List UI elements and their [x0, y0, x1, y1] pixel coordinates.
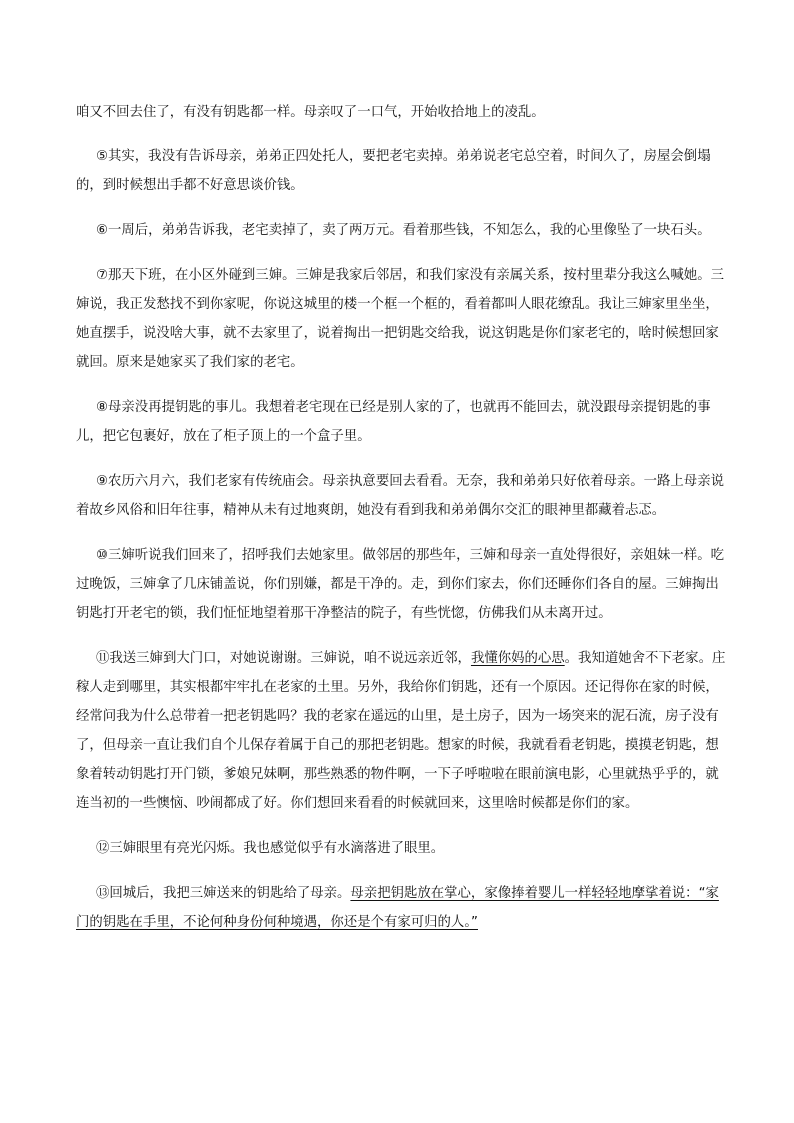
paragraph-13-underlined: 母亲把钥匙放在掌心，家像捧着婴儿一样轻轻地摩挲着说：“家门的钥匙在手里，不论何种身份何种境遇，你还是个有家可归的人。” — [76, 886, 719, 930]
paragraph-7 — [76, 261, 728, 377]
paragraph-9-text: ⑨农历六月六，我们老家有传统庙会。母亲执意要回去看看。无奈，我和弟弟只好依着母亲。一路上母亲说着故乡风俗和旧年往事，精神从未有过地爽朗，她没有看到我和弟弟偶尔交汇的眼神里都藏着忐忑。 — [76, 474, 724, 518]
paragraph-6-text: ⑥一周后，弟弟告诉我，老宅卖掉了，卖了两万元。看着那些钱，不知怎么，我的心里像坠了一块石头。 — [96, 223, 711, 238]
paragraph-11-text-b: 。我知道她舍不下老家。庄稼人走到哪里，其实根都牢牢扎在老家的土里。另外，我给你们钥匙，还有一个原因。还记得你在家的时候，经常问我为什么总带着一把老钥匙吗？我的老家在遥远的山里，是土房子，因为一场突来的泥石流，房子没有了，但母亲一直让我们自个儿保存着属于自己的那把老钥匙。想家的时候，我就看看老钥匙，摸摸老钥匙，想象着转动钥匙打开门锁，爹娘兄妹啊，那些熟悉的物件啊，一下子呼啦啦在眼前演电影，心里就热乎乎的，就连当初的一些懊恼、吵闹都成了好。你们想回来看看的时候就回来，这里啥时候都是你们的家。 — [76, 651, 726, 811]
paragraph-8 — [76, 393, 728, 451]
paragraph-9 — [76, 467, 728, 525]
paragraph-11-text-a: ⑪我送三婶到大门口，对她说谢谢。三婶说，咱不说远亲近邻， — [96, 651, 471, 666]
paragraph-continuation: 咱又不回去住了，有没有钥匙都一样。母亲叹了一口气，开始收拾地上的凌乱。 — [76, 105, 545, 120]
paragraph-10 — [76, 541, 728, 628]
paragraph-10-text: ⑩三婶听说我们回来了，招呼我们去她家里。做邻居的那些年，三婶和母亲一直处得很好，亲姐妹一样。吃过晚饭，三婶拿了几床铺盖说，你们别嫌，都是干净的。走，到你们家去，你们还睡你们各自的屋。三婶掏出钥匙打开老宅的锁，我们怔怔地望着那干净整洁的院子，有些恍惚，仿佛我们从未离开过。 — [76, 548, 724, 621]
paragraph-13 — [76, 879, 728, 937]
paragraph-5-text: ⑤其实，我没有告诉母亲，弟弟正四处托人，要把老宅卖掉。弟弟说老宅总空着，时间久了，房屋会倒塌的，到时候想出手都不好意思谈价钱。 — [76, 149, 711, 193]
paragraph-13-text-a: ⑬回城后，我把三婶送来的钥匙给了母亲。 — [96, 886, 351, 901]
paragraph-8-text: ⑧母亲没再提钥匙的事儿。我想着老宅现在已经是别人家的了，也就再不能回去，就没跟母亲提钥匙的事儿，把它包裹好，放在了柜子顶上的一个盒子里。 — [76, 400, 711, 444]
paragraph-5 — [76, 142, 728, 200]
document-page — [76, 98, 728, 953]
paragraph-7-text: ⑦那天下班，在小区外碰到三婶。三婶是我家后邻居，和我们家没有亲属关系，按村里辈分我这么喊她。三婶说，我正发愁找不到你家呢，你说这城里的楼一个框一个框的，看着都叫人眼花缭乱。我让三婶家里坐坐，她直摆手，说没啥大事，就不去家里了，说着掏出一把钥匙交给我，说这钥匙是你们家老宅的，啥时候想回家就回。原来是她家买了我们家的老宅。 — [76, 268, 724, 370]
paragraph-12-text: ⑫三婶眼里有亮光闪烁。我也感觉似乎有水滴落进了眼里。 — [96, 841, 445, 856]
paragraph-11-underlined: 我懂你妈的心思 — [470, 651, 565, 666]
paragraph-11 — [76, 644, 728, 818]
paragraph-6 — [76, 216, 728, 245]
paragraph-12 — [76, 834, 728, 863]
